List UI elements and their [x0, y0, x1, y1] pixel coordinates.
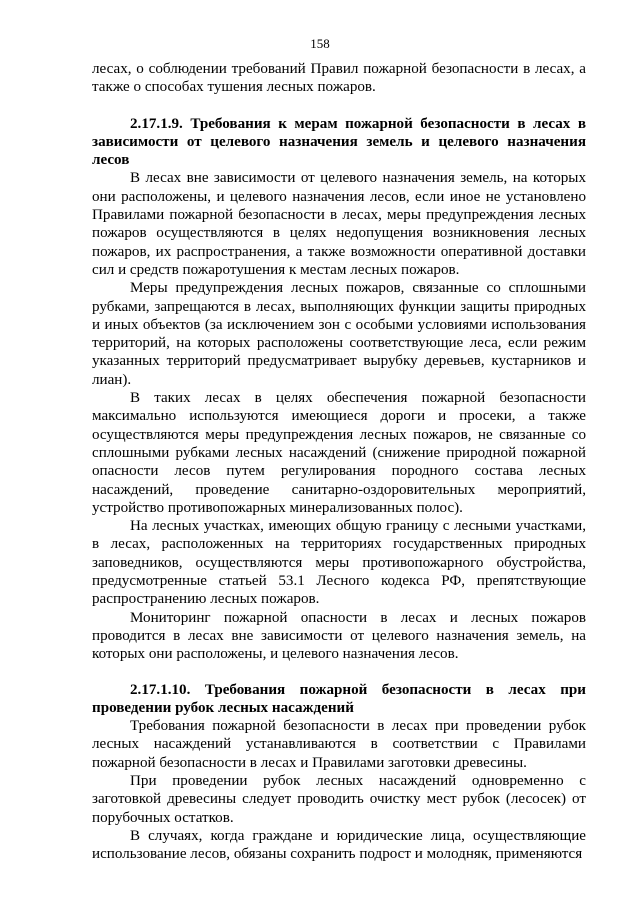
body-paragraph: В лесах вне зависимости от целевого назначения земель, на которых они расположены, и целевого назначения лесов, если иное не установлено Правилами пожарной безопасности в лесах, меры предупреждения лесных пожаров осуществляются в целях недопущения возникновения лесных пожаров, их распространения, а также возможности оперативной доставки сил и средств пожаротушения к местам лесных пожаров.	[92, 170, 586, 278]
intro-paragraph-tail: лесах, о соблюдении требований Правил пожарной безопасности в лесах, а также о способах тушения лесных пожаров.	[92, 61, 586, 96]
body-paragraph: На лесных участках, имеющих общую границу с лесными участками, в лесах, расположенных на территориях государственных природных заповедников, осуществляются меры противопожарного обустройства, предусмотренные статьей 53.1 Лесного кодекса РФ, препятствующие распространению лесных пожаров.	[92, 518, 586, 608]
body-paragraph: В таких лесах в целях обеспечения пожарной безопасности максимально используются имеющиеся дороги и просеки, а также осуществляются меры предупреждения лесных пожаров, не связанные со сплошными рубками лесных насаждений (снижение природной пожарной опасности лесов путем регулирования породного состава лесных насаждений, проведение санитарно-оздоровительных мероприятий, устройство противопожарных минерализованных полос).	[92, 390, 586, 516]
section-heading-2-17-1-9: 2.17.1.9. Требования к мерам пожарной безопасности в лесах в зависимости от целевого назначения земель и целевого назначения лесов	[92, 115, 586, 169]
page-content	[92, 60, 586, 863]
section-heading-2-17-1-10: 2.17.1.10. Требования пожарной безопасности в лесах при проведении рубок лесных насаждений	[92, 681, 586, 716]
body-paragraph: Требования пожарной безопасности в лесах при проведении рубок лесных насаждений устанавливаются в соответствии с Правилами пожарной безопасности в лесах и Правилами заготовки древесины.	[92, 718, 586, 771]
body-paragraph: При проведении рубок лесных насаждений одновременно с заготовкой древесины следует проводить очистку мест рубок (лесосек) от порубочных остатков.	[92, 772, 586, 826]
page-number: 158	[310, 36, 330, 51]
body-paragraph: Меры предупреждения лесных пожаров, связанные со сплошными рубками, запрещаются в лесах, выполняющих функции защиты природных и иных объектов (за исключением зон с особыми условиями использования территорий, на которых расположены соответствующие леса, если режим указанных территорий предусматривает вырубку деревьев, кустарников и лиан).	[92, 280, 586, 388]
body-paragraph: Мониторинг пожарной опасности в лесах и лесных пожаров проводится в лесах вне зависимости от целевого назначения земель, на которых они расположены, и целевого назначения лесов.	[92, 609, 586, 663]
body-paragraph: В случаях, когда граждане и юридические лица, осуществляющие использование лесов, обязаны сохранить подрост и молодняк, применяются	[92, 827, 586, 863]
